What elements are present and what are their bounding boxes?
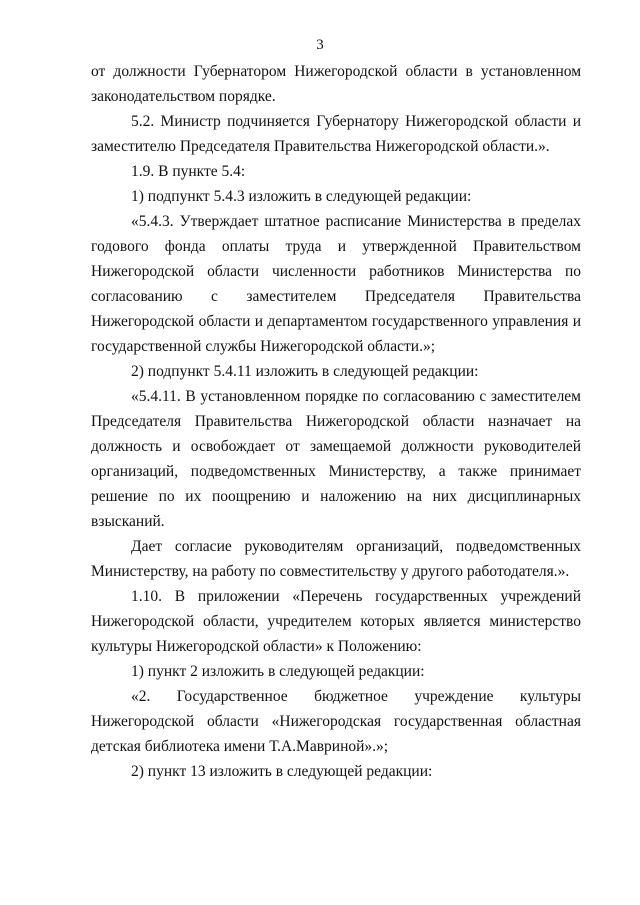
paragraph-continuation: от должности Губернатором Нижегородской области в установленном законодательством порядке. (91, 63, 581, 105)
paragraph-1-9: 1.9. В пункте 5.4: (131, 163, 246, 180)
paragraph-5-4-3: «5.4.3. Утверждает штатное расписание Министерства в пределах годового фонда оплаты труда и утвержденной Правительством Нижегородской области численности работников Министерства по согласованию с заместителем Председателя Правительства Нижегородской области и департаментом государственного управления и государственной службы Нижегородской области.»; (91, 213, 581, 355)
paragraph-item-2-heading: 1) пункт 2 изложить в следующей редакции: (131, 663, 425, 680)
paragraph-1-10: 1.10. В приложении «Перечень государственных учреждений Нижегородской области, учредителем которых является министерство культуры Нижегородской области» к Положению: (91, 588, 581, 655)
paragraph-item-13-heading: 2) пункт 13 изложить в следующей редакции: (131, 763, 433, 780)
page-number: 3 (316, 37, 324, 53)
paragraph-subitem-5-4-3-heading: 1) подпункт 5.4.3 изложить в следующей редакции: (131, 188, 472, 205)
paragraph-5-2: 5.2. Министр подчиняется Губернатору Нижегородской области и заместителю Председателя Правительства Нижегородской области.». (91, 113, 581, 155)
paragraph-consent: Дает согласие руководителям организаций, подведомственных Министерству, на работу по совместительству у другого работодателя.». (91, 538, 581, 580)
paragraph-item-2: «2. Государственное бюджетное учреждение культуры Нижегородской области «Нижегородская государственная областная детская библиотека имени Т.А.Мавриной».»; (91, 688, 581, 755)
paragraph-5-4-11: «5.4.11. В установленном порядке по согласованию с заместителем Председателя Правительства Нижегородской области назначает на должность и освобождает от замещаемой должности руководителей организаций, подведомственных Министерству, а также принимает решение по их поощрению и наложению на них дисциплинарных взысканий. (91, 388, 581, 530)
paragraph-subitem-5-4-11-heading: 2) подпункт 5.4.11 изложить в следующей редакции: (131, 363, 479, 380)
document-body (91, 59, 581, 784)
